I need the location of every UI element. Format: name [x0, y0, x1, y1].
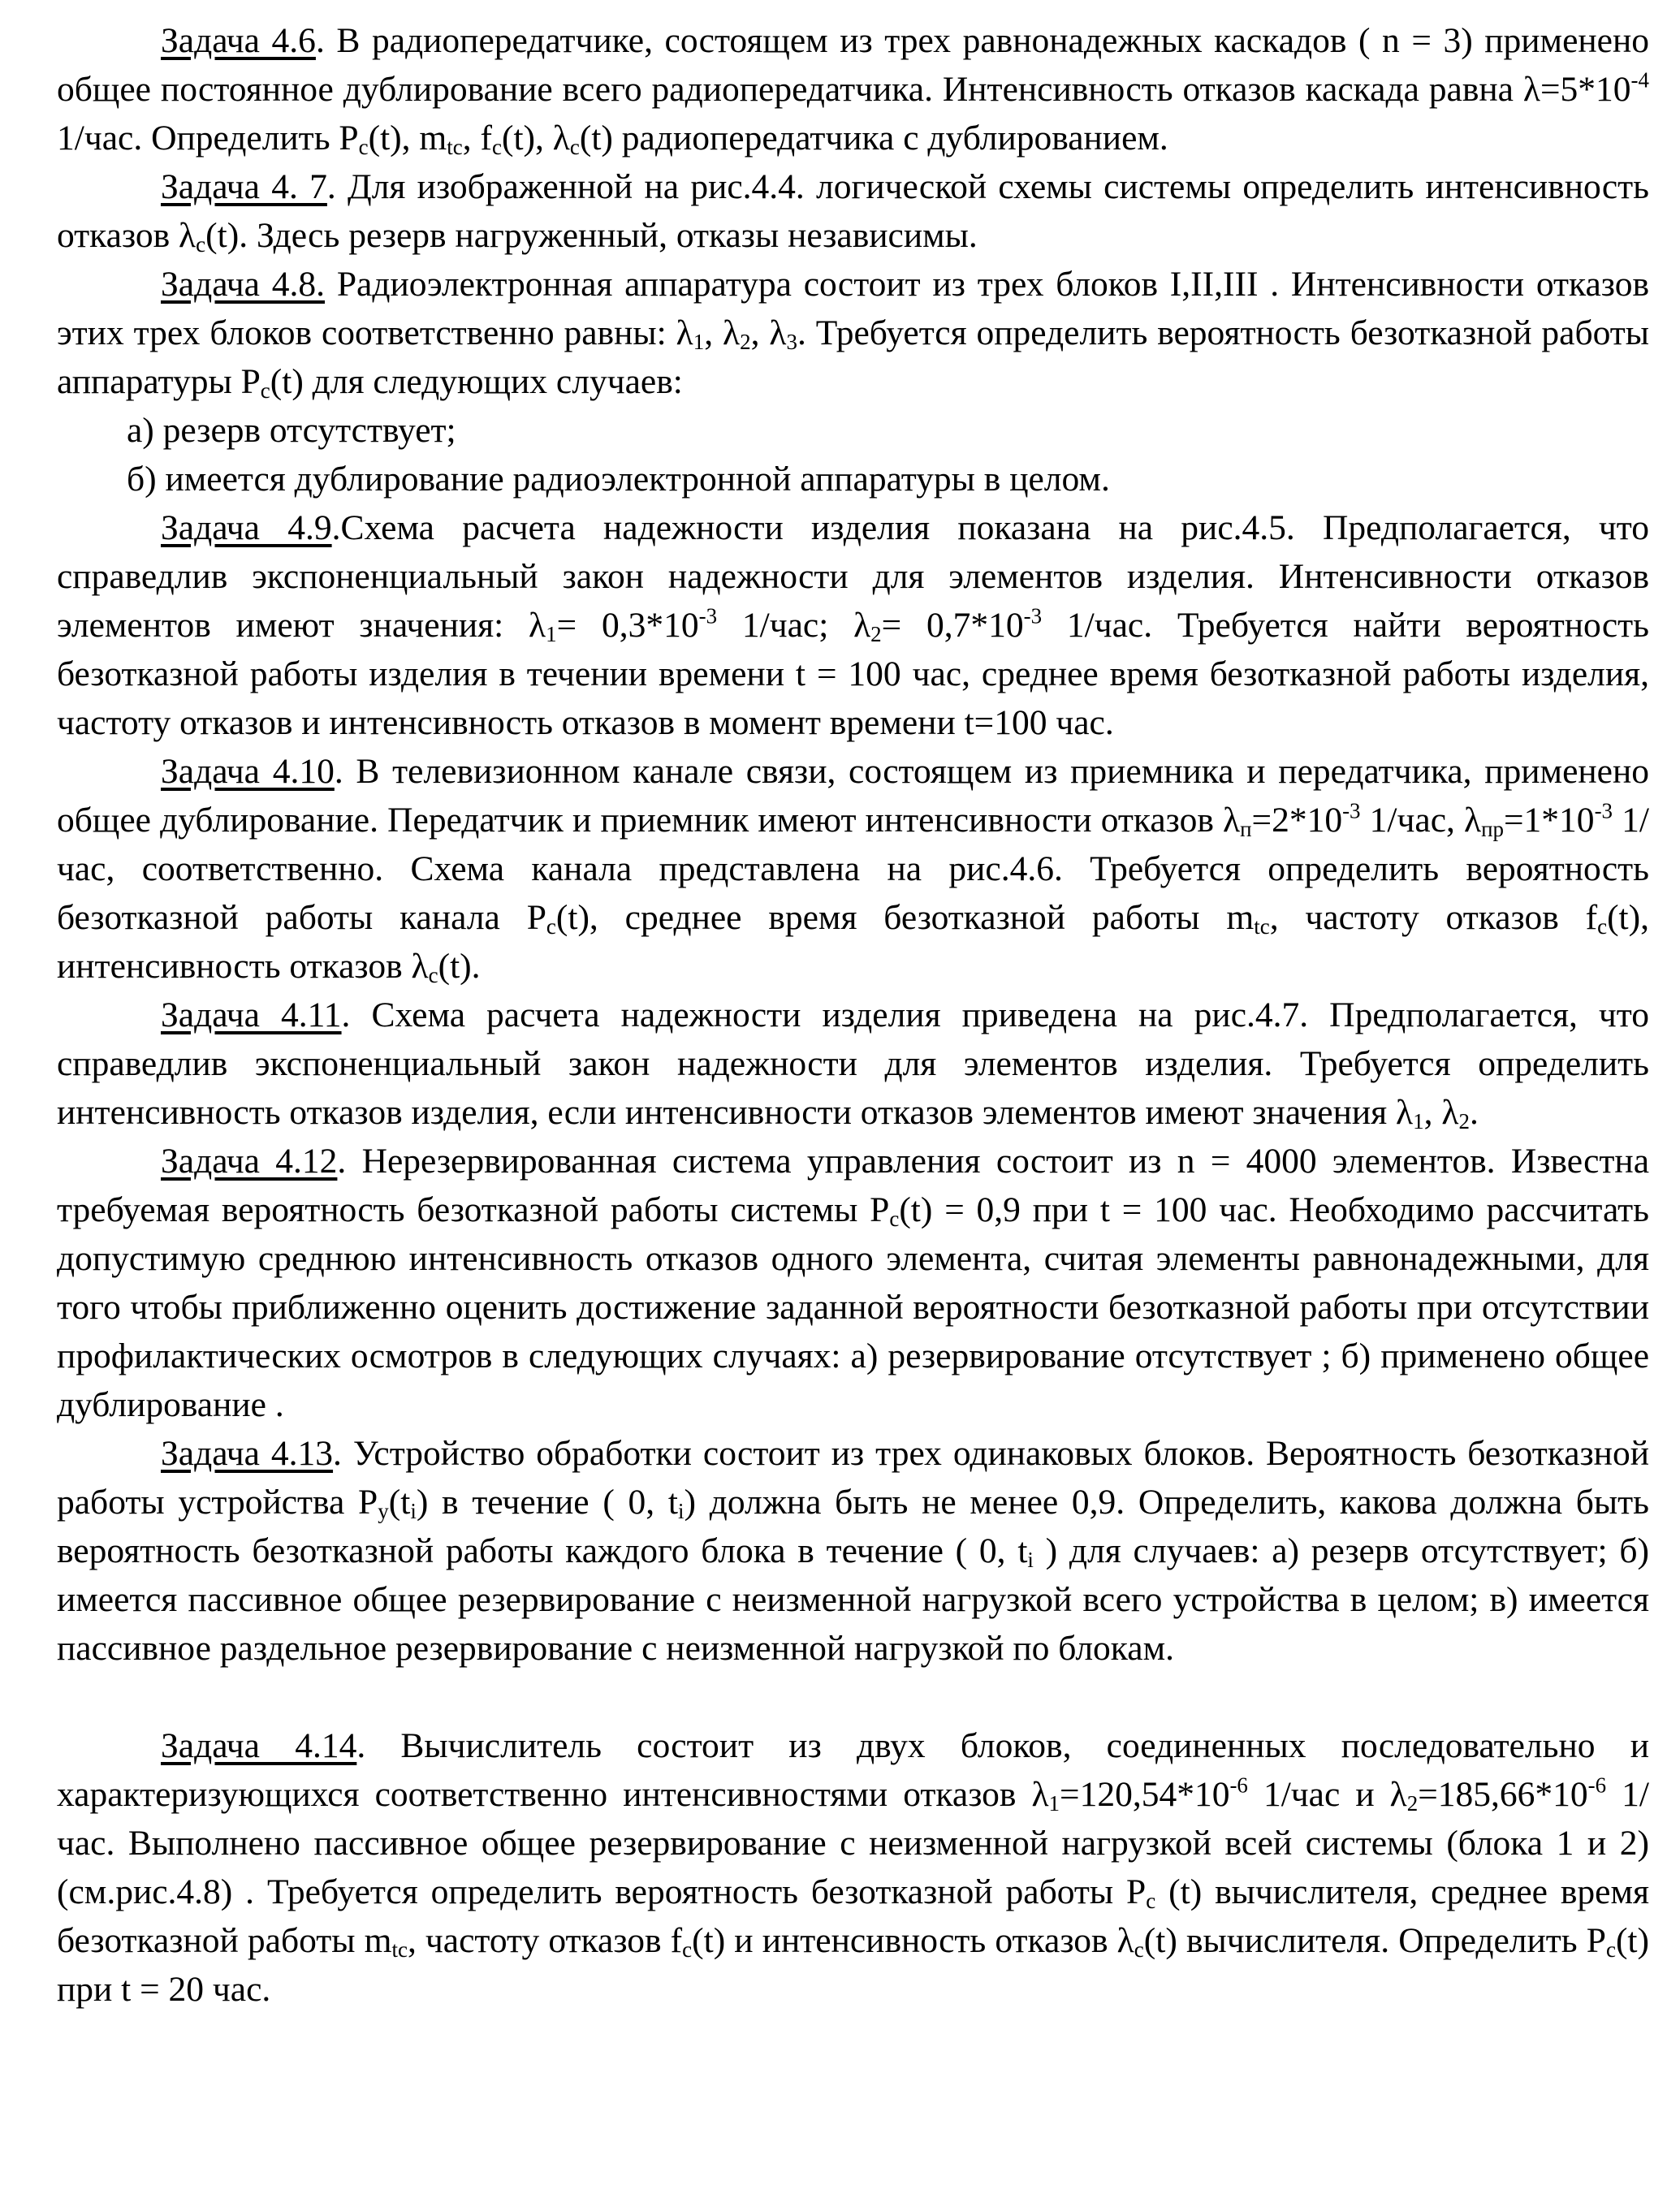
task-label: Задача 4.13: [161, 1434, 334, 1473]
task-4-8: [57, 260, 1649, 503]
task-4-10: [57, 747, 1649, 991]
task-label: Задача 4.9: [161, 508, 332, 547]
task-text: . В радиопередатчике, состоящем из трех равнонадежных каскадов ( n = 3) применено общее постоянное дублирование всего радиопередатчика. Интенсивность отказов каскада равна $\lambda=5*10^{-4}$ 1/час. Определить $P_c(t)$, $m_{tc}$, $f_c(t)$, $\lambda_c(t)$ радиопередатчика с дублированием.: [57, 21, 1650, 159]
case-item: б) имеется дублирование радиоэлектронной аппаратуры в целом.: [127, 460, 1110, 499]
task-text: . Для изображенной на рис.4.4. логической схемы системы определить интенсивность отказов $\lambda_c(t)$. Здесь резерв нагруженный, отказы независимы.: [57, 167, 1649, 257]
task-label: Задача 4.6: [161, 21, 316, 60]
task-text: .Схема расчета надежности изделия показана на рис.4.5. Предполагается, что справедлив экспоненциальный закон надежности для элементов изделия. Интенсивности отказов элементов имеют значения: $\lambda_1= 0,3*10^{-3}$ 1/час; $\lambda_2= 0,7*10^{-3}$ 1/час. Требуется найти вероятность безотказной работы изделия в течении времени t = 100 час, среднее время безотказной работы изделия, частоту отказов и интенсивность отказов в момент времени t=100 час.: [57, 508, 1649, 742]
task-4-7: [57, 162, 1649, 260]
task-text: . Схема расчета надежности изделия приведена на рис.4.7. Предполагается, что справедлив экспоненциальный закон надежности для элементов изделия. Требуется определить интенсивность отказов изделия, если интенсивности отказов элементов имеют значения $\lambda_1$, $\lambda_2$.: [57, 995, 1649, 1134]
task-4-9: [57, 503, 1649, 747]
task-4-12: [57, 1137, 1649, 1429]
task-label: Задача 4. 7: [161, 167, 327, 206]
task-text: . Устройство обработки состоит из трех одинаковых блоков. Вероятность безотказной работы устройства $P_y(t_i)$ в течение ( 0, $t_i$) должна быть не менее 0,9. Определить, какова должна быть вероятность безотказной работы каждого блока в течение ( 0, $t_i$ ) для случаев: а) резерв отсутствует; б) имеется пассивное общее резервирование с неизменной нагрузкой всего устройства в целом; в) имеется пассивное раздельное резервирование с неизменной нагрузкой по блокам.: [57, 1434, 1650, 1668]
task-text: Радиоэлектронная аппаратура состоит из трех блоков I,II,III . Интенсивности отказов этих трех блоков соответственно равны: $\lambda_1$, $\lambda_2$, $\lambda_3$. Требуется определить вероятность безотказной работы аппаратуры $P_c(t)$ для следующих случаев:: [57, 265, 1650, 403]
task-4-14: [57, 1721, 1649, 2014]
task-4-13: [57, 1429, 1649, 1673]
task-text: . Нерезервированная система управления состоит из n = 4000 элементов. Известна требуемая вероятность безотказной работы системы $P_c(t) = 0,9$ при t = 100 час. Необходимо рассчитать допустимую среднюю интенсивность отказов одного элемента, считая элементы равнонадежными, для того чтобы приближенно оценить достижение заданной вероятности безотказной работы при отсутствии профилактических осмотров в следующих случаях: а) резервирование отсутствует ; б) применено общее дублирование .: [57, 1142, 1649, 1424]
task-text: . Вычислитель состоит из двух блоков, соединенных последовательно и характеризующихся соответственно интенсивностями отказов $\lambda_1=120,54*10^{-6}$ 1/час и $\lambda_2=185,66*10^{-6}$ 1/час. Выполнено пассивное общее резервирование с неизменной нагрузкой всей системы (блока 1 и 2) (см.рис.4.8) . Требуется определить вероятность безотказной работы $P_c$ (t) вычислителя, среднее время безотказной работы $m_{tc}$, частоту отказов $f_c(t)$ и интенсивность отказов $\lambda_c(t)$ вычислителя. Определить $P_c(t)$ при t = 20 час.: [57, 1726, 1649, 2009]
task-4-11: [57, 991, 1649, 1137]
task-label: Задача 4.10: [161, 752, 335, 791]
case-item: а) резерв отсутствует;: [127, 411, 456, 450]
task-text: . В телевизионном канале связи, состоящем из приемника и передатчика, применено общее дублирование. Передатчик и приемник имеют интенсивности отказов $\lambda_п=2*10^{-3}$ 1/час, $\lambda_{пр}=1*10^{-3}$ 1/час, соответственно. Схема канала представлена на рис.4.6. Требуется определить вероятность безотказной работы канала $P_c(t)$, среднее время безотказной работы $m_{tc}$, частоту отказов $f_c(t)$, интенсивность отказов $\lambda_c(t)$.: [57, 752, 1649, 987]
task-label: Задача 4.8.: [161, 265, 326, 304]
task-label: Задача 4.12: [161, 1142, 338, 1181]
task-label: Задача 4.11: [161, 995, 342, 1034]
task-label: Задача 4.14: [161, 1726, 357, 1765]
blank-line: [57, 1673, 1649, 1721]
task-4-6: [57, 16, 1649, 162]
